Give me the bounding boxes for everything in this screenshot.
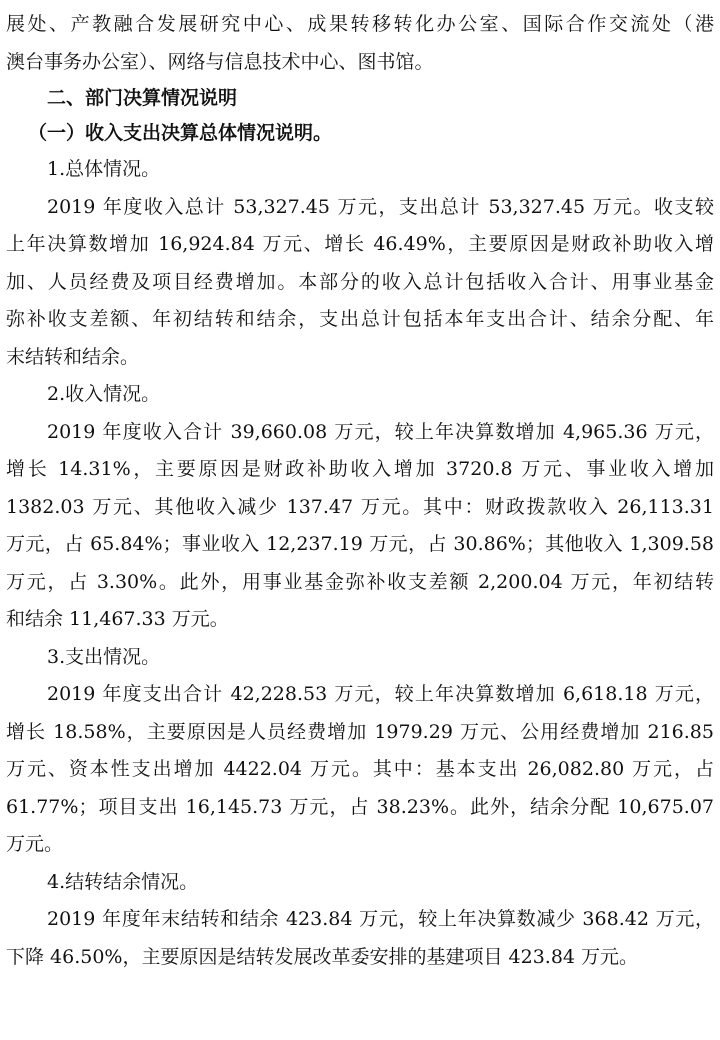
paragraph-line: 万元。 — [6, 833, 64, 855]
section-heading: 二、部门决算情况说明 — [47, 87, 238, 109]
paragraph-line: 澳台事务办公室）、网络与信息技术中心、图书馆。 — [6, 50, 434, 73]
paragraph-line: 万元，占 65.84%；事业收入 12,237.19 万元，占 30.86%；其他收入 1,309.58 — [6, 533, 714, 555]
paragraph-line: 2019 年度支出合计 42,228.53 万元，较上年决算数增加 6,618.18 万元， — [47, 683, 714, 705]
paragraph-line: 增长 18.58%，主要原因是人员经费增加 1979.29 万元、公用经费增加 216.85 — [6, 720, 714, 743]
paragraph-line: 2019 年度收入总计 53,327.45 万元，支出总计 53,327.45 万元。收支较 — [47, 195, 714, 218]
paragraph-line: 61.77%；项目支出 16,145.73 万元，占 38.23%。此外，结余分配 10,675.07 — [6, 795, 714, 818]
overall-heading: 1.总体情况。 — [47, 158, 161, 180]
paragraph-line: 万元、资本性支出增加 4422.04 万元。其中：基本支出 26,082.80 万元，占 — [6, 758, 714, 780]
paragraph-line: 加、人员经费及项目经费增加。本部分的收入总计包括收入合计、用事业基金 — [6, 270, 714, 293]
paragraph-line: 弥补收支差额、年初结转和结余，支出总计包括本年支出合计、结余分配、年 — [6, 308, 714, 330]
carryover-heading: 4.结转结余情况。 — [47, 870, 199, 893]
paragraph-line: 2019 年度年末结转和结余 423.84 万元，较上年决算数减少 368.42 万元， — [47, 908, 714, 930]
paragraph-line: 1382.03 万元、其他收入减少 137.47 万元。其中：财政拨款收入 26,113.31 — [6, 495, 714, 518]
paragraph-line: 上年决算数增加 16,924.84 万元、增长 46.49%，主要原因是财政补助收入增 — [6, 233, 714, 255]
paragraph-line: 展处、产教融合发展研究中心、成果转移转化办公室、国际合作交流处（港 — [6, 13, 714, 35]
income-heading: 2.收入情况。 — [47, 383, 161, 405]
subsection-heading: （一）收入支出决算总体情况说明。 — [28, 122, 333, 144]
paragraph-line: 万元，占 3.30%。此外，用事业基金弥补收支差额 2,200.04 万元，年初结转 — [6, 570, 714, 593]
paragraph-line: 和结余 11,467.33 万元。 — [6, 608, 229, 630]
paragraph-line: 2019 年度收入合计 39,660.08 万元，较上年决算数增加 4,965.36 万元， — [47, 420, 714, 443]
paragraph-line: 增长 14.31%，主要原因是财政补助收入增加 3720.8 万元、事业收入增加 — [6, 458, 714, 480]
expenditure-heading: 3.支出情况。 — [47, 645, 161, 668]
paragraph-line: 下降 46.50%，主要原因是结转发展改革委安排的基建项目 423.84 万元。 — [6, 945, 639, 968]
paragraph-line: 末结转和结余。 — [6, 345, 140, 368]
